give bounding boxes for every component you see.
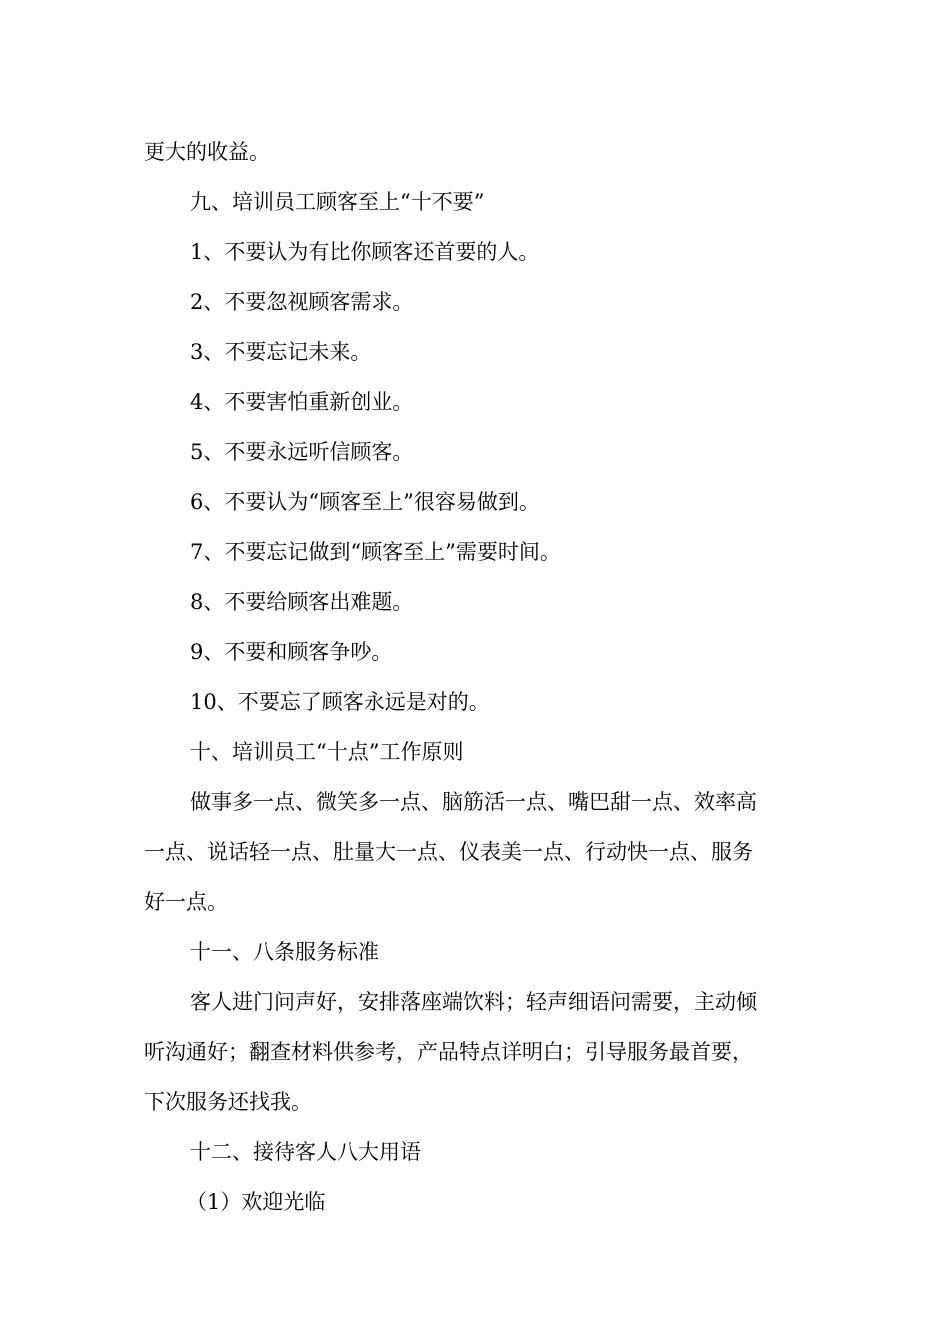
list-item: 6、不要认为“顾客至上”很容易做到。 (190, 490, 540, 514)
list-item: 4、不要害怕重新创业。 (190, 390, 414, 414)
paragraph-line: 听沟通好；翻查材料供参考，产品特点详明白；引导服务最首要， (144, 1040, 753, 1064)
list-item: 3、不要忘记未来。 (190, 340, 372, 364)
section-heading-12: 十二、接待客人八大用语 (190, 1140, 421, 1164)
paragraph-line: 做事多一点、微笑多一点、脑筋活一点、嘴巴甜一点、效率高 (190, 790, 757, 814)
list-item: 2、不要忽视顾客需求。 (190, 290, 414, 314)
paragraph-line: 客人进门问声好，安排落座端饮料；轻声细语问需要，主动倾 (190, 990, 757, 1014)
paragraph-continuation: 更大的收益。 (144, 140, 270, 164)
paragraph-line: 好一点。 (144, 890, 228, 914)
list-item: 7、不要忘记做到“顾客至上”需要时间。 (190, 540, 561, 564)
section-heading-10: 十、培训员工“十点”工作原则 (190, 740, 464, 764)
section-heading-11: 十一、八条服务标准 (190, 940, 379, 964)
section-heading-9: 九、培训员工顾客至上“十不要” (190, 190, 485, 214)
list-item: 9、不要和顾客争吵。 (190, 640, 393, 664)
list-item: 8、不要给顾客出难题。 (190, 590, 414, 614)
list-item: 1、不要认为有比你顾客还首要的人。 (190, 240, 540, 264)
paragraph-line: 一点、说话轻一点、肚量大一点、仪表美一点、行动快一点、服务 (144, 840, 753, 864)
list-item: 5、不要永远听信顾客。 (190, 440, 414, 464)
list-item: （1）欢迎光临 (186, 1190, 326, 1214)
list-item: 10、不要忘了顾客永远是对的。 (190, 690, 490, 714)
paragraph-line: 下次服务还找我。 (144, 1090, 312, 1114)
